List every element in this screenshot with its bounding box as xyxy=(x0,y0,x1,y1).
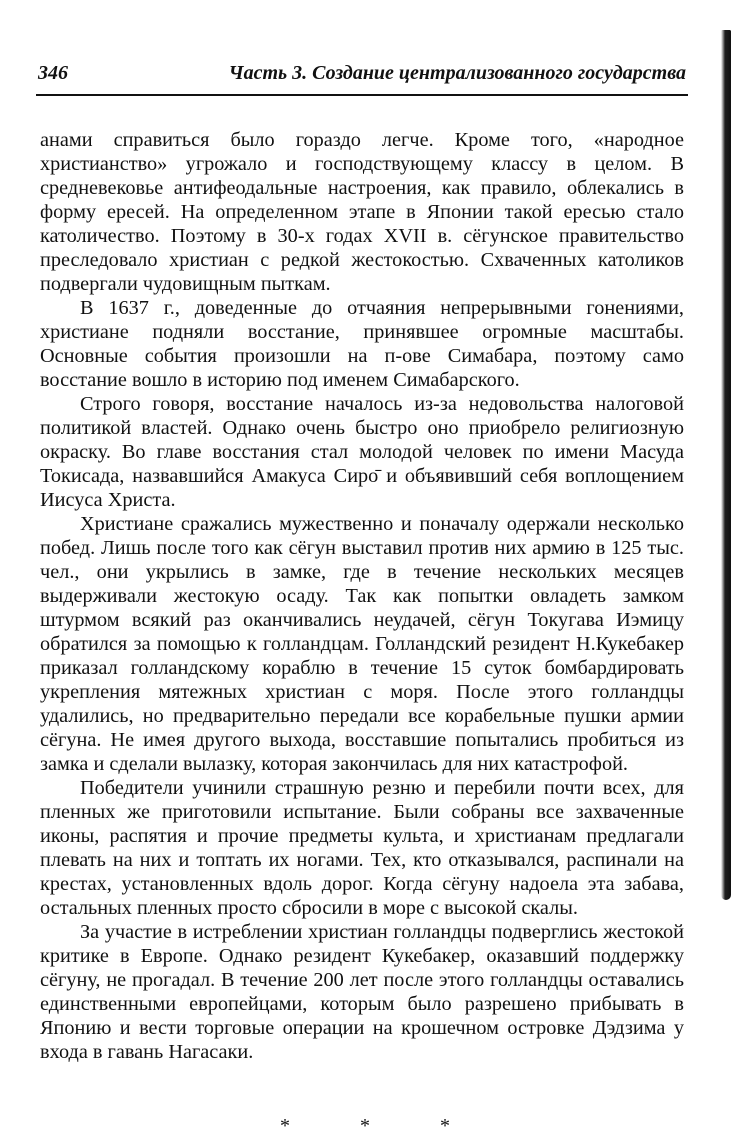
paragraph-uprising-causes: Строго говоря, восстание началось из-за недовольства налоговой политикой властей. Однако очень быстро оно приобрело религиозную окраску. Во главе восстания стал молодой человек по имени Масуда Токисада, назвавшийся Амакуса Сиро̄ и объявивший себя воплощением Иисуса Христа. xyxy=(40,393,684,511)
paragraph-dutch: За участие в истреблении христиан голландцы подверглись жестокой критике в Европе. Однако резидент Кукебакер, оказавший поддержку сёгуну, не прогадал. В течение 200 лет после этого голландцы оставались единственными европейцами, которым было разрешено прибывать в Японию и вести торговые операции на крошечном островке Дэдзима у входа в гавань Нагасаки. xyxy=(40,921,684,1063)
asterisk: * xyxy=(280,1115,290,1137)
paragraph-siege: Христиане сражались мужественно и поначалу одержали несколько побед. Лишь после того как сёгун выставил против них армию в 125 тыс. чел., они укрылись в замке, где в течение нескольких месяцев выдерживали жестокую осаду. Так как попытки овладеть замком штурмом всякий раз оканчивались неудачей, сёгун Токугава Иэмицу обратился за помощью к голландцам. Голландский резидент Н.Кукебакер приказал голландскому кораблю в течение 15 суток бомбардировать укрепления мятежных христиан с моря. После этого голландцы удалились, но предварительно передали все корабельные пушки армии сёгуна. Не имея другого выхода, восставшие попытались пробиться из замка и сделали вылазку, которая закончилась для них катастрофой. xyxy=(40,513,684,775)
scan-shadow-edge xyxy=(721,30,731,900)
running-header xyxy=(38,62,686,85)
paragraph-continuation: анами справиться было гораздо легче. Кроме того, «народное христианство» угрожало и господствующему классу в целом. В средневековье антифеодальные настроения, как правило, облекались в форму ересей. На определенном этапе в Японии такой ересью стало католичество. Поэтому в 30-х годах XVII в. сёгунское правительство преследовало христиан с редкой жестокостью. Схваченных католиков подвергали чудовищным пыткам. xyxy=(40,129,684,295)
paragraph-aftermath: Победители учинили страшную резню и перебили почти всех, для пленных же приготовили испытание. Были собраны все захваченные иконы, распятия и прочие предметы культа, и христианам предлагали плевать на них и топтать их ногами. Тех, кто отказывался, распинали на крестах, установленных вдоль дорог. Когда сёгуну надоела эта забава, остальных пленных просто сбросили в море с высокой скалы. xyxy=(40,777,684,919)
running-title: Часть 3. Создание централизованного государства xyxy=(228,62,686,84)
header-rule xyxy=(36,94,688,96)
asterisk: * xyxy=(360,1115,370,1137)
page-number: 346 xyxy=(38,62,68,84)
body-text xyxy=(40,128,684,1064)
section-break xyxy=(280,1116,450,1136)
asterisk: * xyxy=(440,1115,450,1137)
paragraph-uprising-1637: В 1637 г., доведенные до отчаяния непрерывными гонениями, христиане подняли восстание, принявшее огромные масштабы. Основные события произошли на п-ове Симабара, поэтому само восстание вошло в историю под именем Симабарского. xyxy=(40,297,684,391)
